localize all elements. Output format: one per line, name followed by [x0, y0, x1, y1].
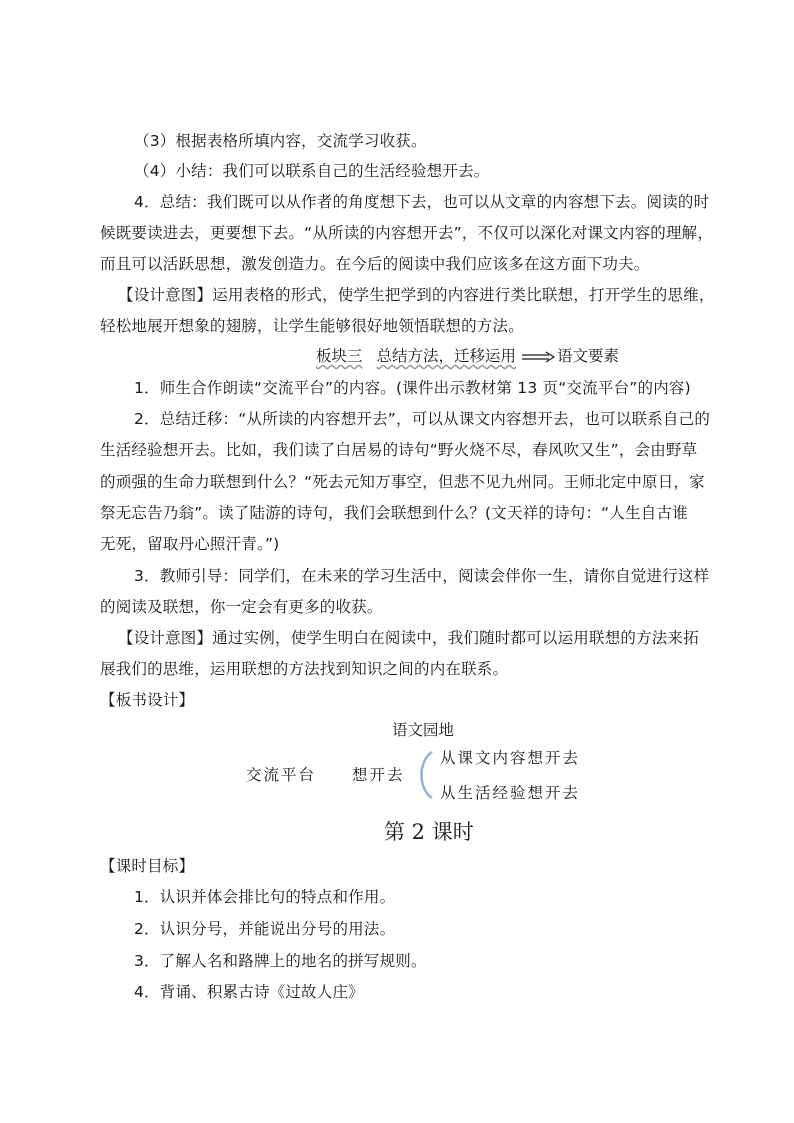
- objective-item: 3．了解人名和路牌上的地名的拼写规则。: [134, 952, 427, 970]
- board-diagram: [246, 745, 606, 805]
- board-branch-2: 从生活经验想开去: [440, 784, 581, 802]
- paragraph-line: 生活经验想开去。比如，我们读了白居易的诗句“野火烧不尽，春风吹又生”，会由野草: [100, 441, 698, 459]
- board-design-heading: 【板书设计】: [100, 691, 195, 709]
- board-left-label: 交流平台: [246, 766, 317, 784]
- lesson-objectives-heading: 【课时目标】: [100, 857, 195, 875]
- section-title: 总结方法，迁移运用: [376, 347, 517, 365]
- paragraph-line: 的顽强的生命力联想到什么？“死去元知万事空，但悲不见九州同。王师北定中原日，家: [100, 473, 705, 491]
- paragraph-line: 3．教师引导：同学们，在未来的学习生活中，阅读会伴你一生，请你自觉进行这样: [134, 567, 710, 585]
- design-intent-paragraph: 【设计意图】通过实例，使学生明白在阅读中，我们随时都可以运用联想的方法来拓: [118, 629, 699, 647]
- paragraph-line: 2．总结迁移：“从所读的内容想开去”，可以从课文内容想开去，也可以联系自己的: [134, 410, 711, 428]
- section-element: 语文要素: [556, 347, 619, 365]
- objective-item: 2．认识分号，并能说出分号的用法。: [134, 920, 396, 938]
- brace-icon: [414, 749, 436, 801]
- board-middle-label: 想开去: [352, 766, 405, 784]
- paragraph-line: 展我们的思维，运用联想的方法找到知识之间的内在联系。: [100, 660, 509, 678]
- section-label: 板块三: [316, 347, 363, 365]
- objective-item: 1．认识并体会排比句的特点和作用。: [134, 888, 396, 906]
- step-3-text: （3）根据表格所填内容，交流学习收获。: [134, 132, 427, 150]
- design-intent-paragraph: 【设计意图】运用表格的形式，使学生把学到的内容进行类比联想，打开学生的思维，: [118, 286, 715, 304]
- paragraph-line: 1．师生合作朗读“交流平台”的内容。(课件出示教材第 13 页“交流平台”的内容): [134, 379, 691, 397]
- double-arrow-icon: [522, 351, 556, 363]
- paragraph-line: 无死，留取丹心照汗青。”): [100, 535, 280, 553]
- paragraph-line: 4．总结：我们既可以从作者的角度想下去，也可以从文章的内容想下去。阅读的时: [134, 193, 710, 211]
- step-4-summary: （4）小结：我们可以联系自己的生活经验想开去。: [134, 162, 490, 180]
- paragraph-line: 轻松地展开想象的翅膀，让学生能够很好地领悟联想的方法。: [100, 317, 524, 335]
- lesson-title: 第 2 课时: [384, 820, 474, 844]
- paragraph-line: 的阅读及联想，你一定会有更多的收获。: [100, 598, 383, 616]
- objective-item: 4．背诵、积累古诗《过故人庄》: [134, 983, 364, 1001]
- paragraph-line: 而且可以活跃思想，激发创造力。在今后的阅读中我们应该多在这方面下功夫。: [100, 255, 650, 273]
- board-title: 语文园地: [392, 721, 455, 739]
- paragraph-line: 候既要读进去，更要想下去。“从所读的内容想开去”，不仅可以深化对课文内容的理解，: [100, 224, 714, 242]
- section-heading: [316, 346, 619, 366]
- paragraph-line: 祭无忘告乃翁”。读了陆游的诗句，我们会联想到什么？(文天祥的诗句：“人生自古谁: [100, 504, 688, 522]
- board-branch-1: 从课文内容想开去: [440, 749, 581, 767]
